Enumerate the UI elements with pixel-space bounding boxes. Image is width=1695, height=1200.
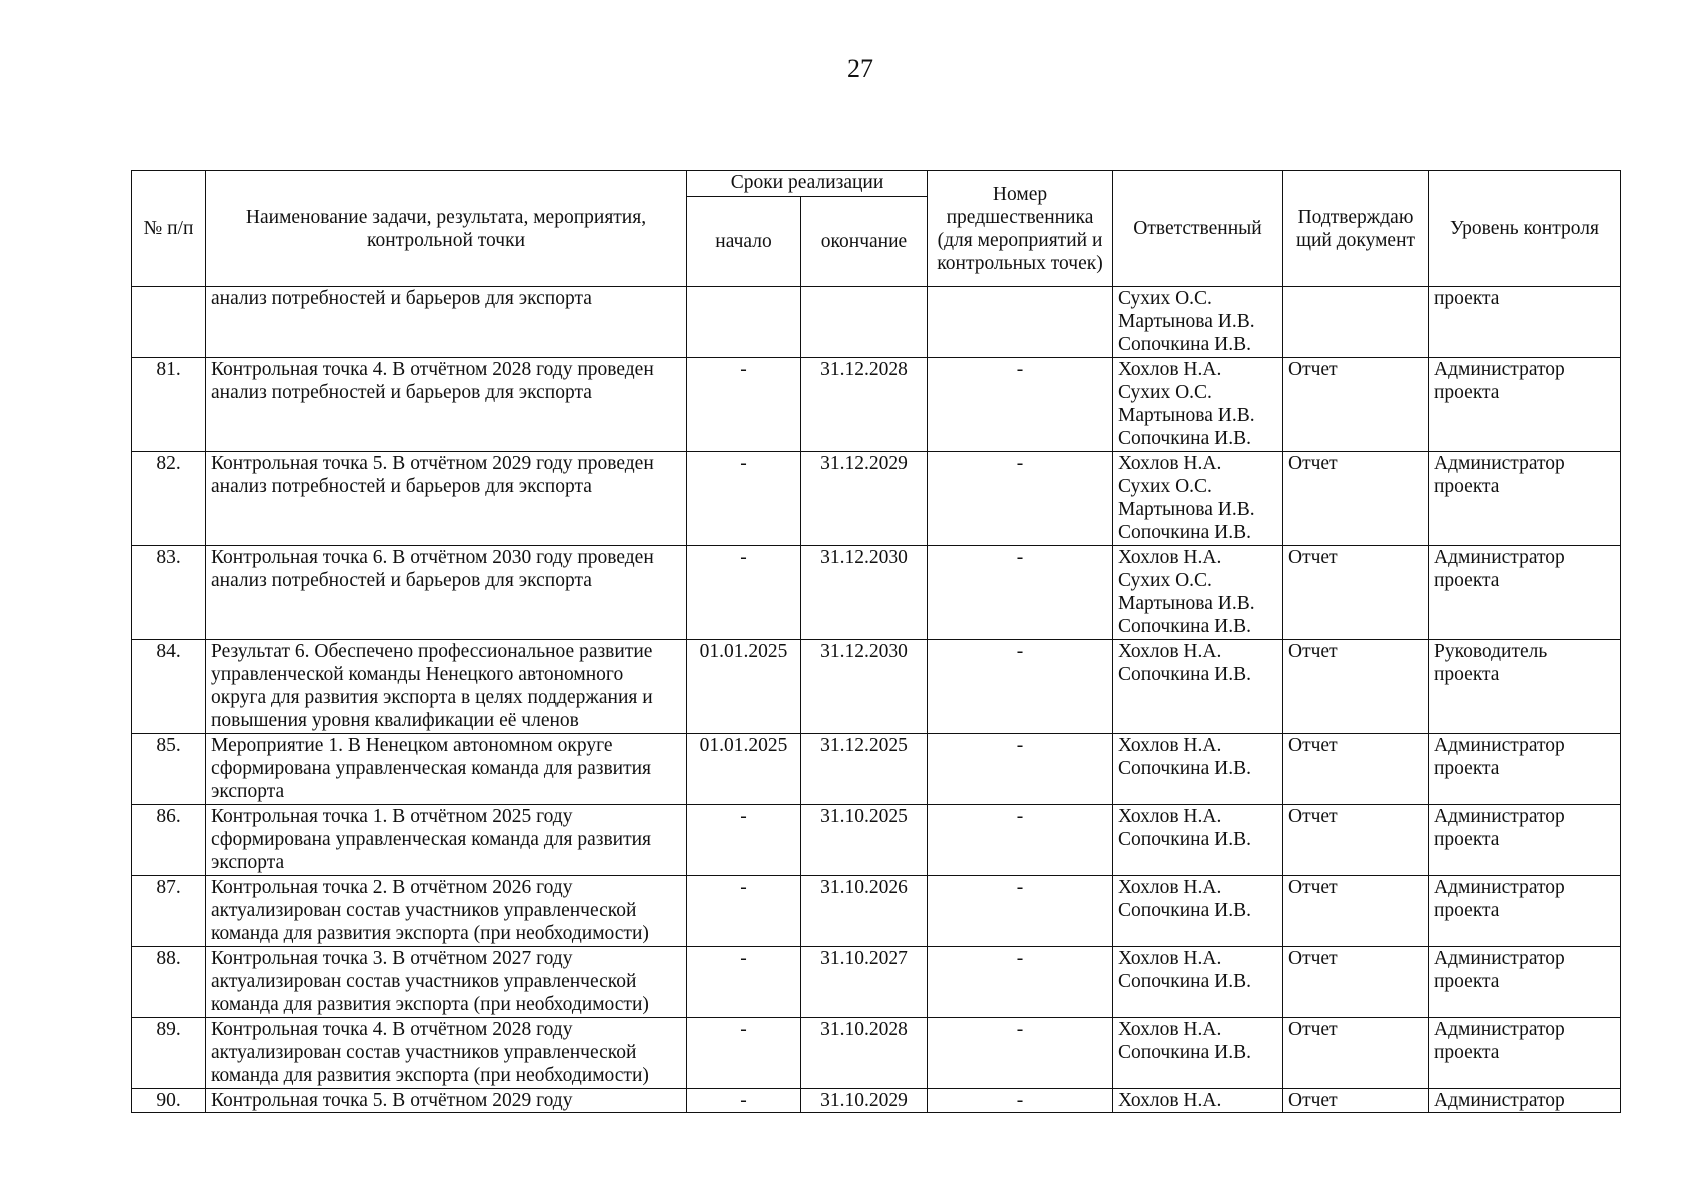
cell-predecessor: - [928,358,1113,452]
table-row [132,805,1621,876]
table-body [132,287,1621,1113]
cell-name: Результат 6. Обеспечено профессиональное развитие управленческой команды Ненецкого автономного округа для развития экспорта в целях поддержания и повышения уровня квалификации её членов [206,640,687,734]
cell-end: 31.12.2028 [801,358,928,452]
cell-control: Администратор проекта [1429,452,1621,546]
cell-name: Контрольная точка 1. В отчётном 2025 году сформирована управленческая команда для развития экспорта [206,805,687,876]
cell-control: проекта [1429,287,1621,358]
cell-predecessor [928,287,1113,358]
cell-name: Контрольная точка 6. В отчётном 2030 году проведен анализ потребностей и барьеров для экспорта [206,546,687,640]
cell-responsible: Хохлов Н.А. Сопочкина И.В. [1113,947,1283,1018]
cell-start: 01.01.2025 [687,640,801,734]
plan-table [131,170,1621,1113]
cell-responsible: Хохлов Н.А. Сухих О.С. Мартынова И.В. Сопочкина И.В. [1113,358,1283,452]
cell-name: Контрольная точка 3. В отчётном 2027 году актуализирован состав участников управленческой команда для развития экспорта (при необходимости) [206,947,687,1018]
cell-end: 31.10.2029 [801,1089,928,1113]
cell-document: Отчет [1283,1089,1429,1113]
cell-document: Отчет [1283,947,1429,1018]
table-row [132,358,1621,452]
cell-predecessor: - [928,805,1113,876]
cell-num [132,287,206,358]
cell-control: Администратор проекта [1429,546,1621,640]
cell-document [1283,287,1429,358]
cell-end: 31.10.2028 [801,1018,928,1089]
cell-name: Контрольная точка 4. В отчётном 2028 году проведен анализ потребностей и барьеров для экспорта [206,358,687,452]
cell-document: Отчет [1283,1018,1429,1089]
cell-name: Контрольная точка 2. В отчётном 2026 году актуализирован состав участников управленческой команда для развития экспорта (при необходимости) [206,876,687,947]
cell-start: - [687,1018,801,1089]
cell-num: 87. [132,876,206,947]
cell-start: - [687,452,801,546]
cell-responsible: Хохлов Н.А. Сопочкина И.В. [1113,640,1283,734]
cell-responsible: Хохлов Н.А. [1113,1089,1283,1113]
cell-predecessor: - [928,947,1113,1018]
cell-control: Администратор проекта [1429,876,1621,947]
cell-end: 31.12.2030 [801,546,928,640]
cell-document: Отчет [1283,876,1429,947]
cell-predecessor: - [928,452,1113,546]
cell-predecessor: - [928,640,1113,734]
header-document: Подтверждаю щий документ [1283,171,1429,287]
cell-start: - [687,876,801,947]
cell-num: 89. [132,1018,206,1089]
cell-control: Администратор проекта [1429,947,1621,1018]
header-start: начало [687,197,801,287]
header-dates-group: Сроки реализации [687,171,928,197]
table-row [132,546,1621,640]
table-row [132,734,1621,805]
header-predecessor: Номер предшественника (для мероприятий и контрольных точек) [928,171,1113,287]
table-row [132,876,1621,947]
table-row [132,947,1621,1018]
cell-end: 31.12.2030 [801,640,928,734]
cell-document: Отчет [1283,358,1429,452]
cell-start: - [687,546,801,640]
cell-control: Администратор [1429,1089,1621,1113]
table-row [132,1089,1621,1113]
cell-document: Отчет [1283,805,1429,876]
cell-responsible: Хохлов Н.А. Сухих О.С. Мартынова И.В. Сопочкина И.В. [1113,452,1283,546]
cell-document: Отчет [1283,546,1429,640]
header-end: окончание [801,197,928,287]
table-row [132,452,1621,546]
cell-control: Руководитель проекта [1429,640,1621,734]
cell-name: Контрольная точка 5. В отчётном 2029 году [206,1089,687,1113]
cell-responsible: Хохлов Н.А. Сопочкина И.В. [1113,1018,1283,1089]
cell-name: Контрольная точка 5. В отчётном 2029 году проведен анализ потребностей и барьеров для экспорта [206,452,687,546]
cell-start [687,287,801,358]
cell-num: 83. [132,546,206,640]
cell-responsible: Хохлов Н.А. Сопочкина И.В. [1113,876,1283,947]
cell-predecessor: - [928,876,1113,947]
cell-end: 31.10.2026 [801,876,928,947]
header-name: Наименование задачи, результата, мероприятия, контрольной точки [206,171,687,287]
table-header [132,171,1621,287]
header-control: Уровень контроля [1429,171,1621,287]
cell-control: Администратор проекта [1429,1018,1621,1089]
cell-num: 85. [132,734,206,805]
cell-num: 86. [132,805,206,876]
cell-start: - [687,805,801,876]
table-row [132,287,1621,358]
cell-predecessor: - [928,1018,1113,1089]
cell-end [801,287,928,358]
cell-start: - [687,1089,801,1113]
cell-start: - [687,947,801,1018]
cell-start: 01.01.2025 [687,734,801,805]
cell-num: 82. [132,452,206,546]
cell-document: Отчет [1283,734,1429,805]
cell-end: 31.12.2025 [801,734,928,805]
cell-predecessor: - [928,546,1113,640]
cell-responsible: Хохлов Н.А. Сухих О.С. Мартынова И.В. Сопочкина И.В. [1113,546,1283,640]
cell-end: 31.12.2029 [801,452,928,546]
cell-end: 31.10.2025 [801,805,928,876]
cell-num: 84. [132,640,206,734]
cell-end: 31.10.2027 [801,947,928,1018]
cell-document: Отчет [1283,452,1429,546]
cell-start: - [687,358,801,452]
cell-control: Администратор проекта [1429,358,1621,452]
cell-predecessor: - [928,734,1113,805]
cell-name: Мероприятие 1. В Ненецком автономном округе сформирована управленческая команда для развития экспорта [206,734,687,805]
table-row [132,640,1621,734]
header-num: № п/п [132,171,206,287]
cell-predecessor: - [928,1089,1113,1113]
cell-num: 88. [132,947,206,1018]
cell-num: 90. [132,1089,206,1113]
cell-control: Администратор проекта [1429,805,1621,876]
cell-responsible: Сухих О.С. Мартынова И.В. Сопочкина И.В. [1113,287,1283,358]
cell-responsible: Хохлов Н.А. Сопочкина И.В. [1113,805,1283,876]
cell-control: Администратор проекта [1429,734,1621,805]
cell-name: анализ потребностей и барьеров для экспорта [206,287,687,358]
page-number: 27 [847,54,873,83]
table-row [132,1018,1621,1089]
cell-num: 81. [132,358,206,452]
cell-document: Отчет [1283,640,1429,734]
cell-name: Контрольная точка 4. В отчётном 2028 году актуализирован состав участников управленческой команда для развития экспорта (при необходимости) [206,1018,687,1089]
cell-responsible: Хохлов Н.А. Сопочкина И.В. [1113,734,1283,805]
header-responsible: Ответственный [1113,171,1283,287]
